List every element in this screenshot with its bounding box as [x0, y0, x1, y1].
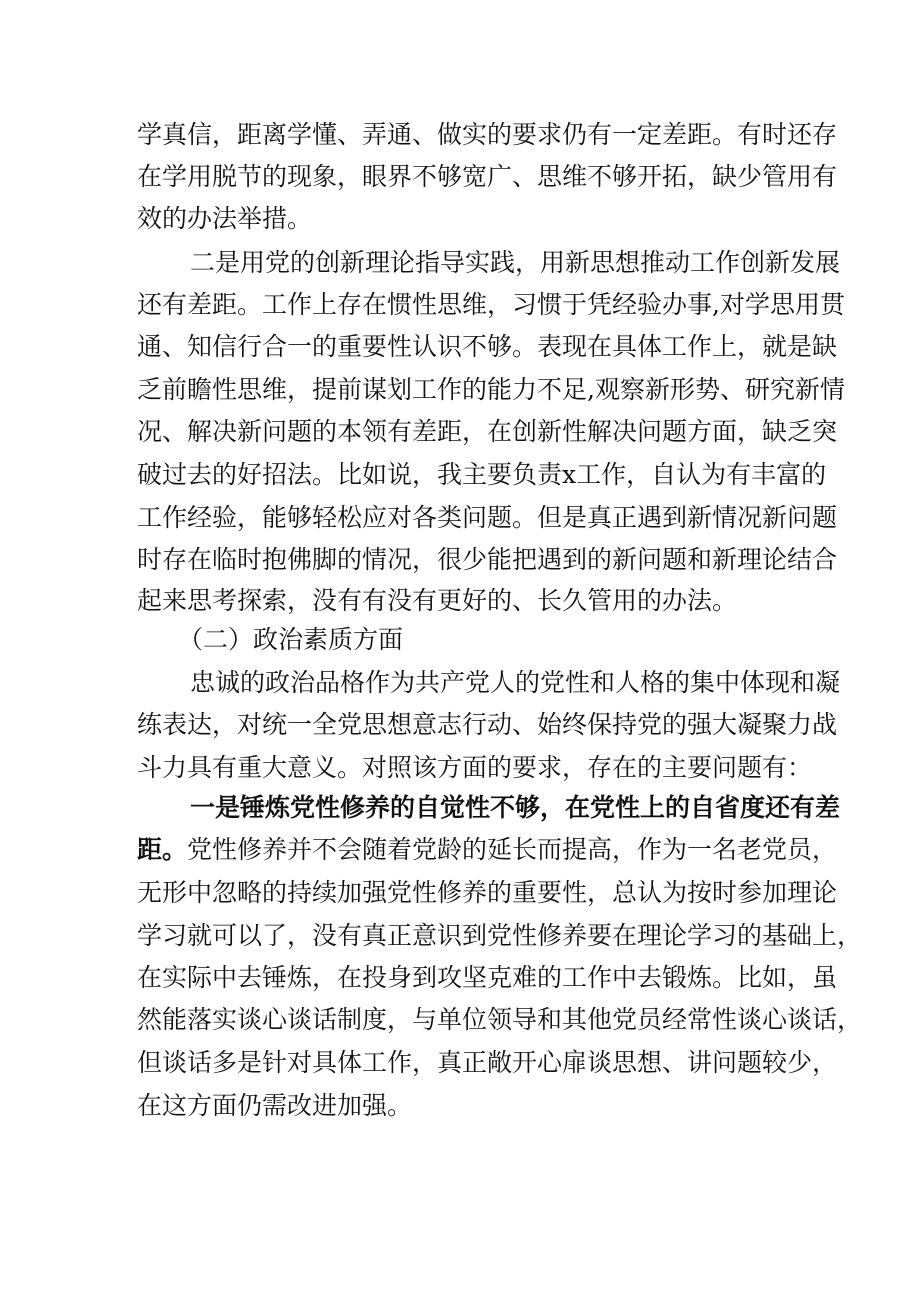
text-line — [190, 792, 841, 824]
section-heading — [178, 624, 403, 656]
text-line — [137, 544, 838, 576]
text-line — [137, 374, 845, 406]
text-line — [137, 289, 845, 321]
text-line — [137, 752, 813, 784]
text-segment: 然能落实谈心谈话制度，与单位领导和其他党员经常性谈心谈话， — [137, 1005, 863, 1034]
text-line — [137, 416, 838, 448]
text-segment: 在实际中去锤炼，在投身到攻坚克难的工作中去锻炼。比如，虽 — [137, 963, 838, 992]
text-segment: 学真信，距离学懂、弄通、做实的要求仍有一定差距。有时还存 — [137, 120, 838, 149]
bold-text: 一是锤炼党性修养的自觉性不够，在党性上的自省度还有差 — [190, 793, 841, 822]
text-line — [137, 1047, 838, 1079]
text-segment: 通、知信行合一的重要性认识不够。表现在具体工作上，就是缺 — [137, 332, 838, 361]
text-line — [137, 161, 838, 193]
text-line — [137, 962, 838, 994]
text-line — [137, 877, 838, 909]
text-segment: 无形中忽略的持续加强党性修养的重要性，总认为按时参加理论 — [137, 878, 838, 907]
text-segment: 忠诚的政治品格作为共产党人的党性和人格的集中体现和凝 — [190, 668, 841, 697]
text-line — [190, 247, 841, 279]
text-line — [137, 331, 838, 363]
text-segment: 效的办法举措。 — [137, 204, 313, 233]
text-segment: 斗力具有重大意义。对照该方面的要求，存在的主要问题有： — [137, 753, 813, 782]
text-segment: 练表达，对统一全党思想意志行动、始终保持党的强大凝聚力战 — [137, 710, 838, 739]
text-line — [137, 459, 827, 491]
text-segment: 乏前瞻性思维，提前谋划工作的能力不足,观察新形势、研究新情 — [137, 375, 845, 404]
text-segment: 但谈话多是针对具体工作，真正敞开心扉谈思想、讲问题较少， — [137, 1048, 838, 1077]
text-segment: 起来思考探索，没有有没有更好的、长久管用的办法。 — [137, 586, 738, 615]
text-segment: 破过去的好招法。比如说，我主要负责x工作，自认为有丰富的 — [137, 460, 827, 489]
text-line — [137, 203, 800, 235]
text-segment: 况、解决新问题的本领有差距，在创新性解决问题方面，缺乏突 — [137, 417, 838, 446]
text-segment: （二）政治素质方面 — [178, 625, 404, 654]
text-line — [137, 920, 863, 952]
bold-text: 距。 — [137, 835, 188, 864]
text-segment: 在学用脱节的现象，眼界不够宽广、思维不够开拓，缺少管用有 — [137, 162, 838, 191]
text-segment: 党性修养并不会随着党龄的延长而提高，作为一名老党员， — [187, 835, 838, 864]
text-segment: 学习就可以了，没有真正意识到党性修养要在理论学习的基础上， — [137, 921, 863, 950]
text-segment: 时存在临时抱佛脚的情况，很少能把遇到的新问题和新理论结合 — [137, 545, 838, 574]
text-line — [137, 585, 800, 617]
text-line — [137, 709, 838, 741]
text-line — [137, 502, 838, 534]
text-segment: 还有差距。工作上存在惯性思维，习惯于凭经验办事,对学思用贯 — [137, 290, 845, 319]
text-line — [137, 834, 838, 866]
text-line — [137, 1090, 800, 1122]
text-line — [137, 119, 838, 151]
text-line — [137, 1004, 863, 1036]
text-segment: 工作经验，能够轻松应对各类问题。但是真正遇到新情况新问题 — [137, 503, 838, 532]
text-line — [190, 667, 841, 699]
text-segment: 在这方面仍需改进加强。 — [137, 1091, 413, 1120]
text-segment: 二是用党的创新理论指导实践，用新思想推动工作创新发展 — [190, 248, 841, 277]
